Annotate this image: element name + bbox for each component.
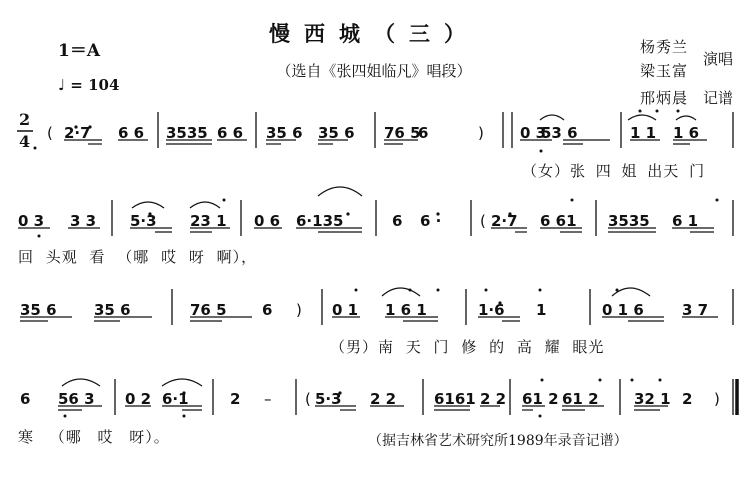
svg-text:76 5: 76 5 bbox=[384, 124, 421, 142]
tempo-value: 104 bbox=[88, 76, 120, 94]
time-signature-bottom: 4 bbox=[19, 132, 31, 151]
svg-text:2: 2 bbox=[230, 390, 241, 408]
svg-text:0 1: 0 1 bbox=[332, 301, 359, 319]
svg-text:(: ( bbox=[47, 124, 53, 142]
svg-text:(: ( bbox=[480, 212, 486, 230]
transcription-source: （据吉林省艺术研究所1989年录音记谱） bbox=[368, 433, 628, 449]
lyrics-line-4: 寒 （哪 哎 呀）。 bbox=[18, 428, 170, 446]
svg-text:6·135: 6·135 bbox=[296, 212, 344, 230]
lyrics-line-2: 回 头观 看 （哪 哎 呀 啊）， bbox=[18, 248, 258, 266]
svg-text:1·6: 1·6 bbox=[478, 301, 505, 319]
svg-text:61 2: 61 2 bbox=[562, 390, 599, 408]
svg-text:35 6: 35 6 bbox=[20, 301, 57, 319]
svg-text:6: 6 bbox=[418, 124, 429, 142]
svg-text:): ) bbox=[478, 124, 484, 142]
svg-text:1 6: 1 6 bbox=[673, 124, 700, 142]
svg-text:35 6: 35 6 bbox=[94, 301, 131, 319]
notes-line-4: 6 563 | 02 6·1 | 2 – | (5·3 22 | 6161 22 | 612 612 | 32i 2 ) || bbox=[74, 480, 104, 481]
svg-text:0 3: 0 3 bbox=[18, 212, 45, 230]
svg-text:1: 1 bbox=[536, 301, 547, 319]
svg-text:0 6: 0 6 bbox=[254, 212, 281, 230]
svg-text:1 1: 1 1 bbox=[630, 124, 657, 142]
svg-text:2·7: 2·7 bbox=[491, 212, 518, 230]
svg-text:2: 2 bbox=[682, 390, 693, 408]
svg-text:61 2: 61 2 bbox=[522, 390, 559, 408]
svg-text:6 6: 6 6 bbox=[217, 124, 244, 142]
svg-text:0 2: 0 2 bbox=[125, 390, 152, 408]
svg-text:1 6 1: 1 6 1 bbox=[385, 301, 427, 319]
svg-text:6 1: 6 1 bbox=[672, 212, 699, 230]
svg-text:76 5: 76 5 bbox=[190, 301, 227, 319]
notes-text-container bbox=[0, 480, 748, 481]
svg-text:0 1 6: 0 1 6 bbox=[602, 301, 644, 319]
svg-text:): ) bbox=[296, 301, 302, 319]
svg-text:6161: 6161 bbox=[434, 390, 476, 408]
svg-text:6: 6 bbox=[20, 390, 31, 408]
svg-text:3535: 3535 bbox=[166, 124, 208, 142]
svg-text:32 1: 32 1 bbox=[634, 390, 671, 408]
quarter-note-icon: ♩ bbox=[58, 76, 66, 94]
notes-line-1: ( 2·7 66 | 3535 66 | 356 356 | 7656 ) | 03 536 | 1i 16 | bbox=[0, 480, 27, 481]
svg-text:): ) bbox=[714, 390, 720, 408]
notes-line-2: 03 33 | 5·3 231 | 06 6·135 | 66· | (2·7 661 | 3535 61 | bbox=[27, 480, 54, 481]
svg-text:–: – bbox=[264, 390, 272, 408]
svg-text:23 1: 23 1 bbox=[190, 212, 227, 230]
svg-text:0 3: 0 3 bbox=[520, 124, 547, 142]
svg-text:3 3: 3 3 bbox=[70, 212, 97, 230]
svg-text:5·3: 5·3 bbox=[130, 212, 157, 230]
tempo-marking: ♩ = 104 bbox=[58, 76, 120, 94]
song-subtitle: （选自《张四姐临凡》唱段） bbox=[276, 62, 472, 80]
svg-text:6 61: 6 61 bbox=[540, 212, 577, 230]
notator: 邢炳晨 bbox=[640, 89, 689, 107]
lyrics-line-1: （女）张 四 姐 出天 门 bbox=[522, 162, 706, 180]
notes-line-3: 356 356 | 7656 ) | 0i i6i | i·6 i | 0i6 37 | bbox=[54, 480, 74, 481]
svg-text:6·1: 6·1 bbox=[162, 390, 189, 408]
lyrics-line-3: （男）南 天 门 修 的 高 耀 眼光 bbox=[330, 338, 605, 356]
svg-text:2 2: 2 2 bbox=[480, 390, 507, 408]
svg-text:3 7: 3 7 bbox=[682, 301, 709, 319]
svg-text:35 6: 35 6 bbox=[266, 124, 303, 142]
svg-text:6: 6 bbox=[392, 212, 403, 230]
svg-text:2·7: 2·7 bbox=[64, 124, 91, 142]
svg-text:(: ( bbox=[305, 390, 311, 408]
svg-text:56 3: 56 3 bbox=[58, 390, 95, 408]
notator-role: 记谱 bbox=[703, 89, 734, 107]
svg-text:2 2: 2 2 bbox=[370, 390, 397, 408]
performers-role: 演唱 bbox=[703, 50, 734, 68]
performer-1: 杨秀兰 bbox=[640, 38, 689, 56]
svg-text:3535: 3535 bbox=[608, 212, 650, 230]
song-title: 慢西城（三） bbox=[269, 21, 479, 46]
svg-text:6: 6 bbox=[262, 301, 273, 319]
performer-2: 梁玉富 bbox=[640, 62, 689, 80]
svg-text:6 ·: 6 · bbox=[420, 212, 442, 230]
svg-text:6 6: 6 6 bbox=[118, 124, 145, 142]
svg-text:5·3: 5·3 bbox=[315, 390, 342, 408]
time-signature-top: 2 bbox=[19, 110, 31, 129]
key-signature: 1＝A bbox=[58, 41, 101, 61]
svg-text:53 6: 53 6 bbox=[541, 124, 578, 142]
svg-text:35 6: 35 6 bbox=[318, 124, 355, 142]
